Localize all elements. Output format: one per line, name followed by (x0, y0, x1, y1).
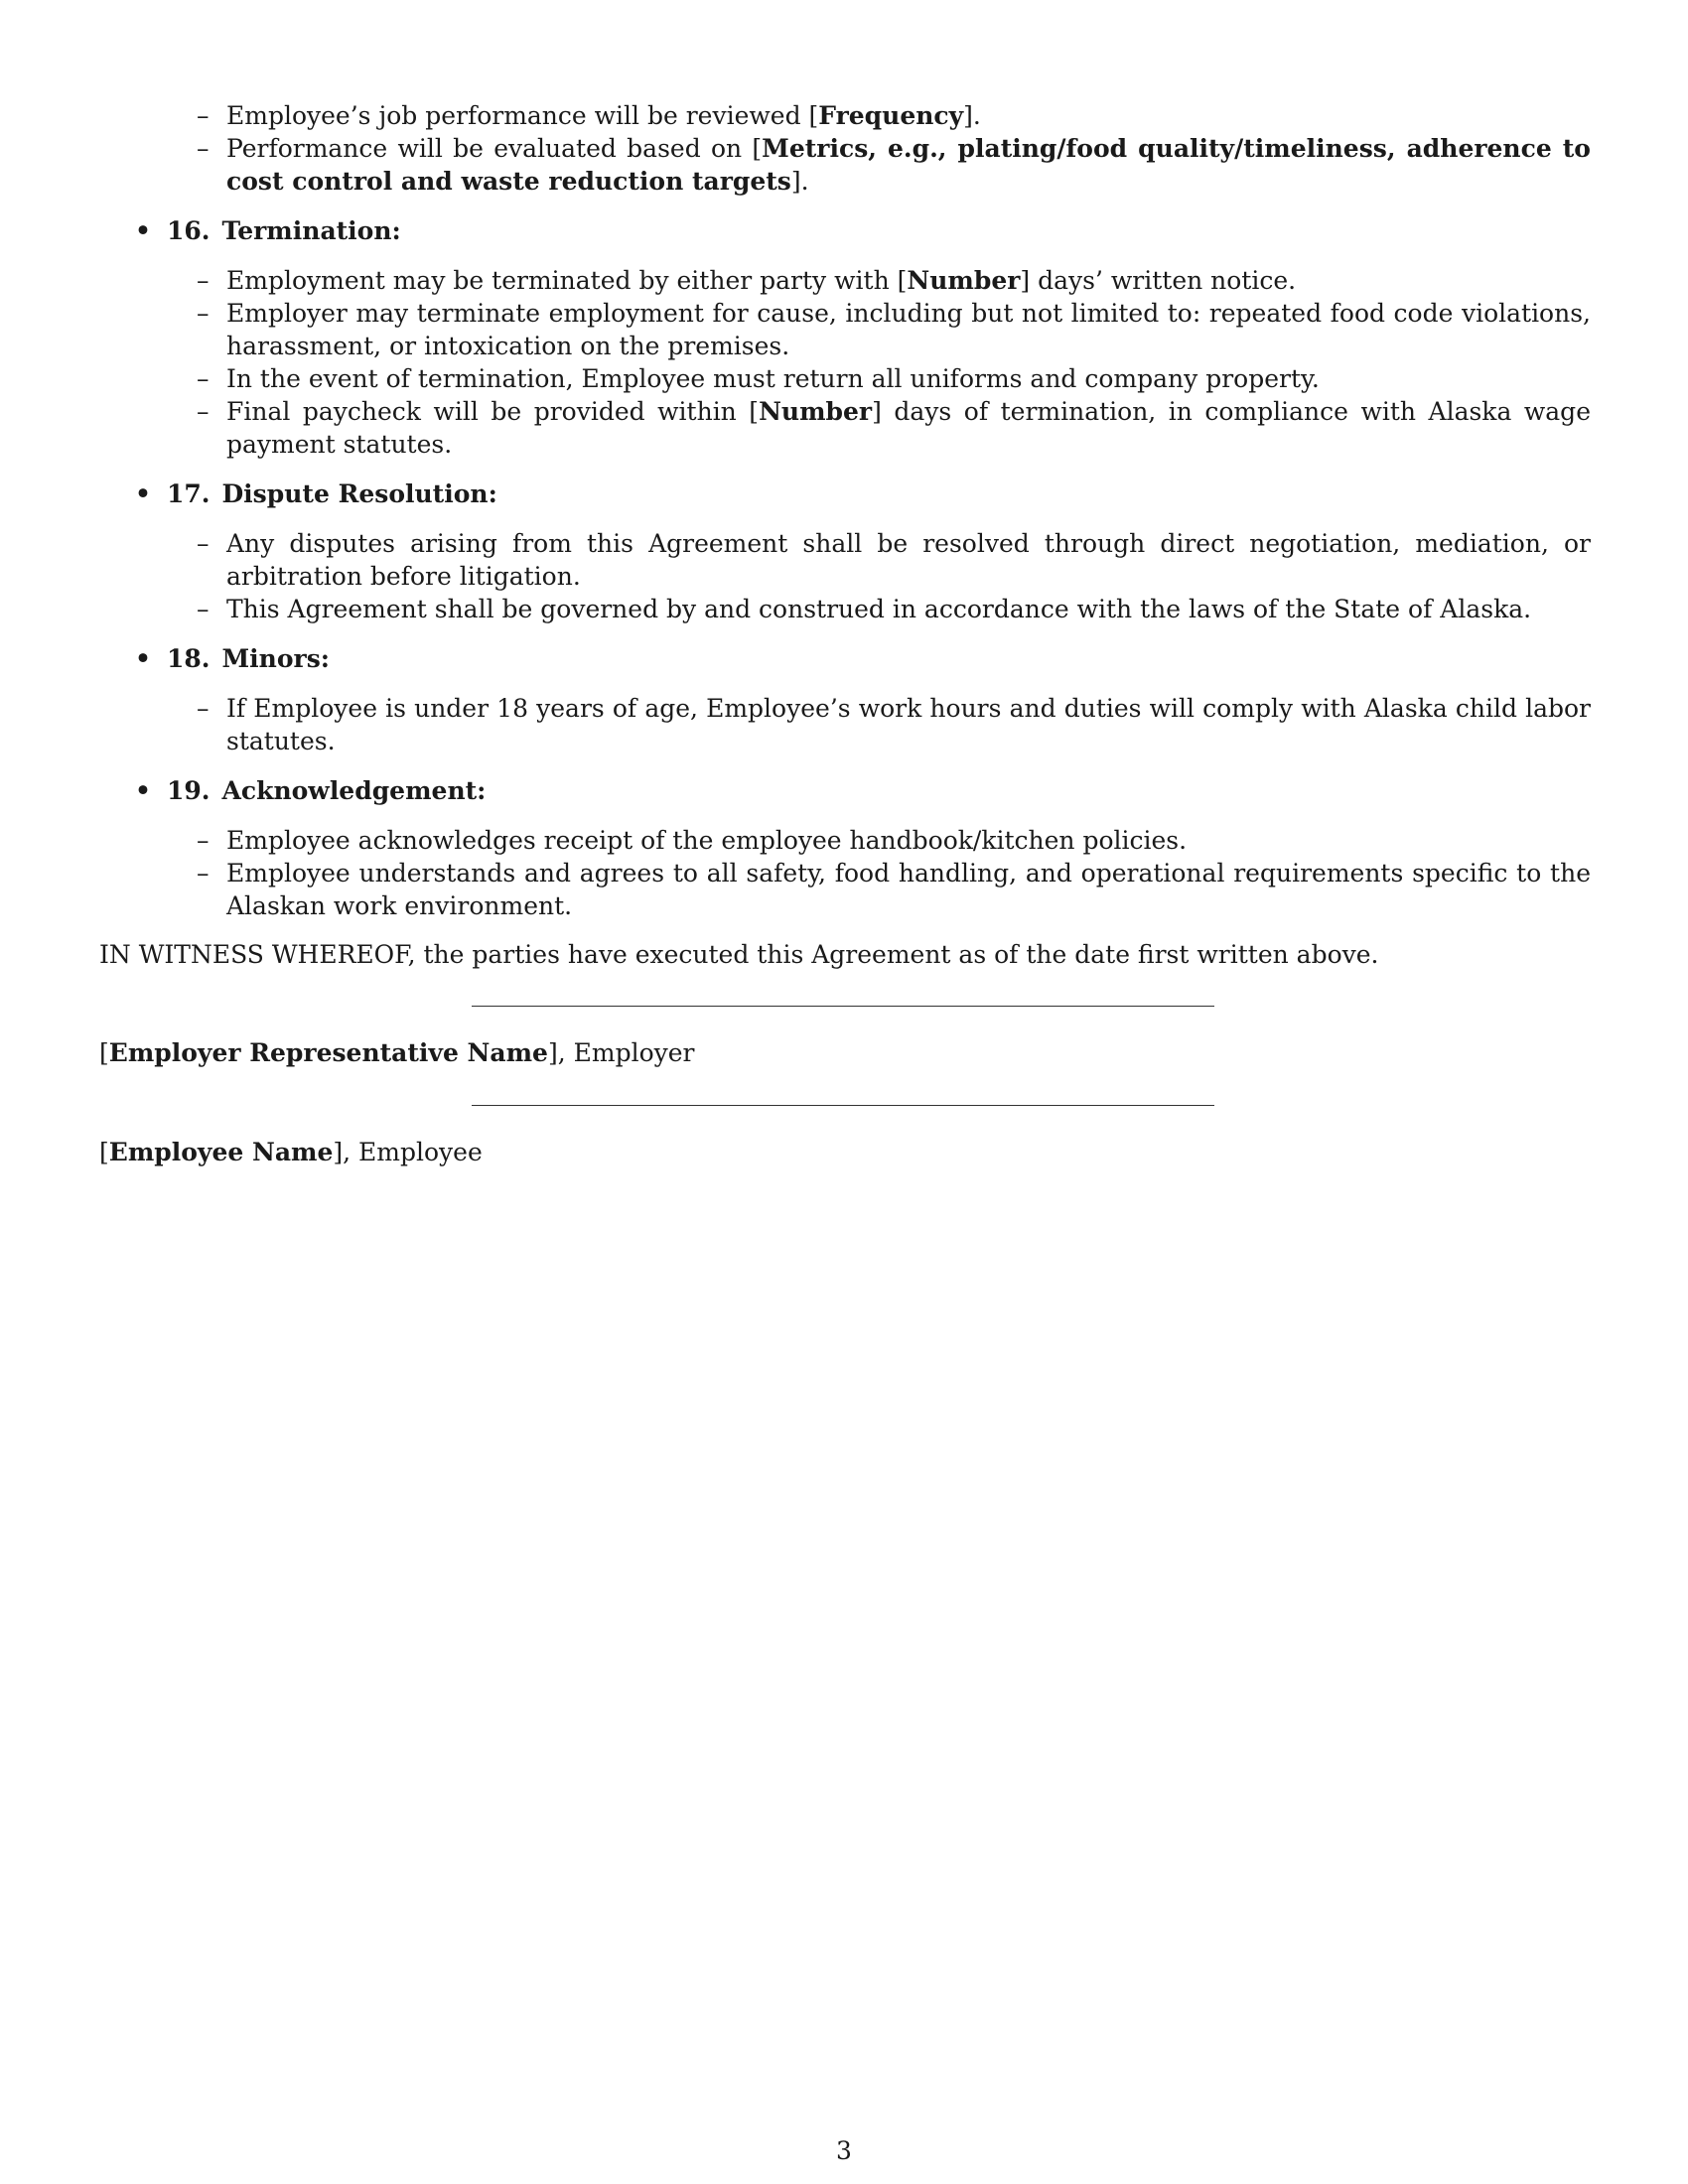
section-19-heading (99, 774, 1591, 807)
employer-signature-label (99, 1036, 695, 1069)
employee-signature-label (99, 1136, 483, 1168)
section-19-list (99, 824, 1591, 922)
section-title: Termination: (221, 216, 401, 245)
document-page (99, 99, 1591, 1166)
section-18-heading (99, 642, 1591, 675)
list-item: – Employer may terminate employment for cause, including but not limited to: repeated food code violations, harassment, or intoxication on the premises. (226, 297, 1591, 362)
section-title: Acknowledgement: (221, 776, 487, 805)
list-item: – Employee understands and agrees to all safety, food handling, and operational requirements specific to the Alaskan work environment. (226, 857, 1591, 922)
item-text: Performance will be evaluated based on [ (226, 134, 763, 163)
list-item: – Any disputes arising from this Agreement shall be resolved through direct negotiation, mediation, or arbitration before litigation. (226, 527, 1591, 593)
list-item: – This Agreement shall be governed by and construed in accordance with the laws of the State of Alaska. (226, 593, 1591, 625)
section-number: 18. (167, 644, 211, 673)
list-item (226, 264, 1591, 297)
section-number: 17. (167, 479, 211, 508)
list-item (226, 132, 1591, 198)
placeholder-frequency: Frequency (818, 101, 964, 130)
bullet-icon: • (135, 776, 151, 805)
placeholder-number: Number (907, 266, 1021, 295)
bracket: [ (99, 1038, 109, 1067)
placeholder-employer-name: Employer Representative Name (108, 1038, 548, 1067)
item-text: ] days’ written notice. (1020, 266, 1297, 295)
bracket: [ (99, 1138, 109, 1166)
list-item: – In the event of termination, Employee must return all uniforms and company property. (226, 362, 1591, 395)
list-item (226, 99, 1591, 132)
section-16-list (99, 264, 1591, 461)
bullet-icon: • (135, 644, 151, 673)
section-18-list (99, 692, 1591, 757)
section-17-list (99, 527, 1591, 625)
signature-role: ], Employer (547, 1038, 695, 1067)
placeholder-number: Number (759, 397, 873, 426)
placeholder-metrics: Metrics, e.g., plating/food quality/timeliness, adherence to cost control and waste reduction targets (226, 134, 1591, 196)
section-title: Dispute Resolution: (221, 479, 497, 508)
list-item: – Employee acknowledges receipt of the employee handbook/kitchen policies. (226, 824, 1591, 857)
item-text: Employment may be terminated by either party with [ (226, 266, 908, 295)
section-number: 16. (167, 216, 211, 245)
bullet-icon: • (135, 479, 151, 508)
section-16-heading (99, 214, 1591, 247)
employer-signature-line (472, 1006, 1214, 1007)
item-text: ] days of termination, in compliance with Alaska wage payment statutes. (226, 397, 1591, 459)
list-item (226, 395, 1591, 461)
bullet-icon: • (135, 216, 151, 245)
signature-role: ], Employee (333, 1138, 483, 1166)
item-text: ]. (963, 101, 981, 130)
item-text: Final paycheck will be provided within [ (226, 397, 760, 426)
placeholder-employee-name: Employee Name (108, 1138, 334, 1166)
list-item: – If Employee is under 18 years of age, Employee’s work hours and duties will comply with Alaska child labor statutes. (226, 692, 1591, 757)
item-text: ]. (790, 167, 809, 196)
page-number: 3 (836, 2136, 852, 2165)
section-17-heading (99, 478, 1591, 510)
employee-signature-line (472, 1105, 1214, 1106)
section-title: Minors: (221, 644, 330, 673)
item-text: Employee’s job performance will be reviewed [ (226, 101, 819, 130)
section-number: 19. (167, 776, 211, 805)
performance-list (99, 99, 1591, 198)
witness-statement: IN WITNESS WHEREOF, the parties have executed this Agreement as of the date first written above. (99, 940, 1379, 969)
